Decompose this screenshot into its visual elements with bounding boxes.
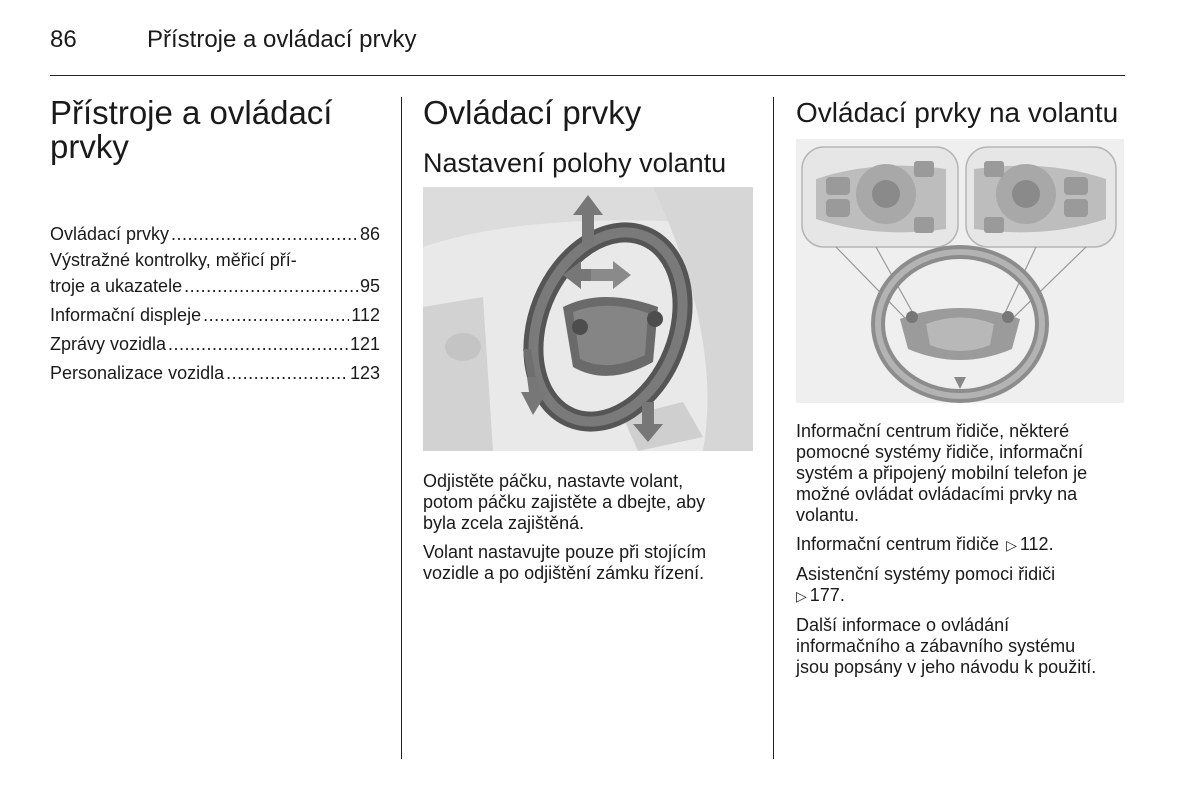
toc-leader [171,220,358,249]
toc-entry-text: troje a ukazatele [50,276,183,296]
text-line: Odjistěte páčku, nastavte volant, [423,471,684,491]
page-reference: 112. [1019,534,1054,554]
toc-leader [184,272,358,301]
text-line: volantu. [796,505,860,525]
chapter-title-line2: prvky [50,128,129,165]
steering-wheel-controls-illustration [796,139,1124,403]
text-line: potom páčku zajistěte a dbejte, aby [423,492,706,512]
text-line: systém a připojený mobilní telefon je [796,463,1088,483]
section-column [796,96,1131,130]
page-reference: 177. [809,585,845,605]
text-line: možné ovládat ovládacími prvky na [796,484,1078,504]
running-header-title: Přístroje a ovládací prvky [147,26,417,53]
chapter-title-line1: Přístroje a ovládací [50,94,333,131]
text-line: Asistenční systémy pomoci řidiči [796,564,1056,584]
toc-entry[interactable] [50,249,380,301]
steering-wheel-adjustment-illustration [423,187,753,451]
paragraph [423,542,758,584]
column-divider-1 [401,97,402,759]
toc-leader [203,301,349,330]
toc-entry-page: 95 [359,276,380,296]
toc-entry-text: Personalizace vozidla [50,363,225,383]
text-line: byla zcela zajištěná. [423,513,585,533]
steering-controls-text [796,421,1131,686]
toc-entry-text: Zprávy vozidla [50,334,167,354]
cross-reference[interactable] [796,564,1131,607]
paragraph [423,471,758,534]
text-line: vozidle a po odjištění zámku řízení. [423,563,705,583]
paragraph [796,615,1131,678]
toc-leader [168,330,348,359]
text-line: Další informace o ovládání [796,615,1010,635]
toc-entry-page: 123 [349,363,380,383]
column-divider-2 [773,97,774,759]
table-of-contents [50,220,380,388]
page-number: 86 [50,26,77,53]
section-title: Ovládací prvky [423,94,642,131]
text-line: Volant nastavujte pouze při stojícím [423,542,707,562]
toc-entry-text: Výstražné kontrolky, měřicí pří- [50,250,297,270]
toc-entry-page: 121 [349,334,380,354]
chapter-title [50,96,380,164]
text-line: Informační centrum řidiče, některé [796,421,1070,441]
toc-entry-page: 112 [351,305,380,325]
text-line: pomocné systémy řidiče, informační [796,442,1084,462]
paragraph [796,421,1131,526]
toc-entry[interactable] [50,359,380,388]
toc-entry-page: 86 [359,224,380,244]
toc-leader [226,359,348,388]
adjustment-text [423,471,758,592]
toc-entry[interactable] [50,330,380,359]
section-column [423,96,758,178]
text-line: informačního a zábavního systému [796,636,1076,656]
text-line: jsou popsány v jeho návodu k použití. [796,657,1097,677]
page-reference-arrow-icon: ▷ [1006,537,1017,553]
page-reference-arrow-icon: ▷ [796,588,807,604]
cross-reference[interactable] [796,534,1131,556]
toc-entry-text: Ovládací prvky [50,224,170,244]
text-line: Informační centrum řidiče [796,534,1000,554]
chapter-column [50,96,380,388]
header-rule [50,75,1125,76]
subsection-title: Nastavení polohy volantu [423,148,727,178]
toc-entry[interactable] [50,220,380,249]
toc-entry[interactable] [50,301,380,330]
toc-entry-text: Informační displeje [50,305,202,325]
section-title: Ovládací prvky na volantu [796,97,1119,128]
